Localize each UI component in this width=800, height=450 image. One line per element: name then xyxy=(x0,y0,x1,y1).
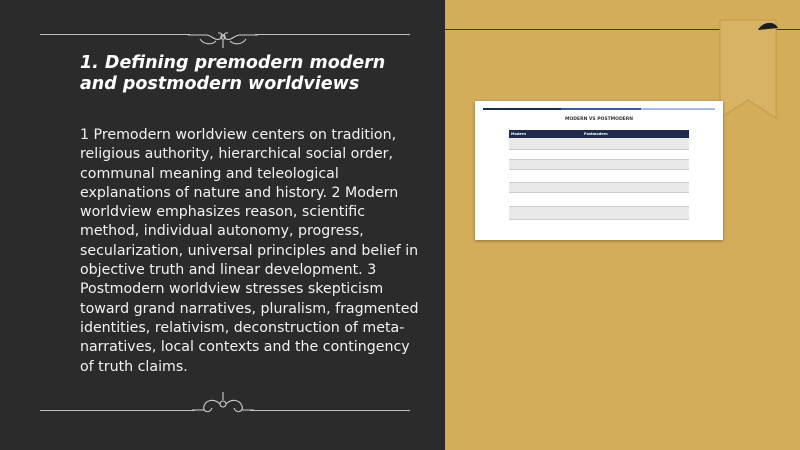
card-title: MODERN VS POSTMODERN xyxy=(565,117,633,122)
card-table-row xyxy=(509,207,689,220)
top-rule-left xyxy=(40,34,190,35)
card-table-cell xyxy=(509,170,582,183)
card-bar-mid xyxy=(561,108,641,110)
card-table-cell xyxy=(582,160,689,170)
card-bar-dark xyxy=(483,108,561,110)
card-table-cell xyxy=(509,207,582,220)
card-table-cell xyxy=(509,160,582,170)
top-rule-right xyxy=(255,34,410,35)
bottom-rule-left xyxy=(40,410,195,411)
card-header-modern: Modern xyxy=(509,130,582,138)
card-table-cell xyxy=(582,193,689,207)
card-table-cell xyxy=(509,193,582,207)
comparison-table-image xyxy=(475,101,723,240)
slide-body: 1 Premodern worldview centers on tradition, religious authority, hierarchical social order, communal meaning and teleological explanations of nature and history. 2 Modern worldview emphasizes reason, scientific method, individual autonomy, progress, secularization, universal principles and belief in objective truth and linear development. 3 Postmodern worldview stresses skepticism toward grand narratives, pluralism, fragmented identities, relativism, deconstruction of meta-narratives, local contexts and the contingency of truth claims. xyxy=(80,127,419,375)
card-table-row xyxy=(509,193,689,207)
card-table-row xyxy=(509,138,689,150)
card-table-cell xyxy=(582,183,689,193)
card-table-row xyxy=(509,170,689,183)
card-table-row xyxy=(509,160,689,170)
bookmark-ribbon-icon xyxy=(718,18,780,120)
card-table-cell xyxy=(582,170,689,183)
card-table-cell xyxy=(509,138,582,150)
card-table xyxy=(509,130,689,220)
card-table-row xyxy=(509,183,689,193)
card-header-postmodern: Postmodern xyxy=(582,130,689,138)
card-table-cell xyxy=(582,150,689,160)
card-table-row xyxy=(509,150,689,160)
card-table-cell xyxy=(509,150,582,160)
card-bar-light xyxy=(641,108,715,110)
card-table-cell xyxy=(582,138,689,150)
ornament-flourish-icon xyxy=(186,27,260,51)
card-table-cell xyxy=(582,207,689,220)
bottom-rule-right xyxy=(250,410,410,411)
ornament-flourish-icon xyxy=(190,390,256,416)
card-table-cell xyxy=(509,183,582,193)
slide-title: 1. Defining premodern modern and postmodern worldviews xyxy=(80,53,386,94)
